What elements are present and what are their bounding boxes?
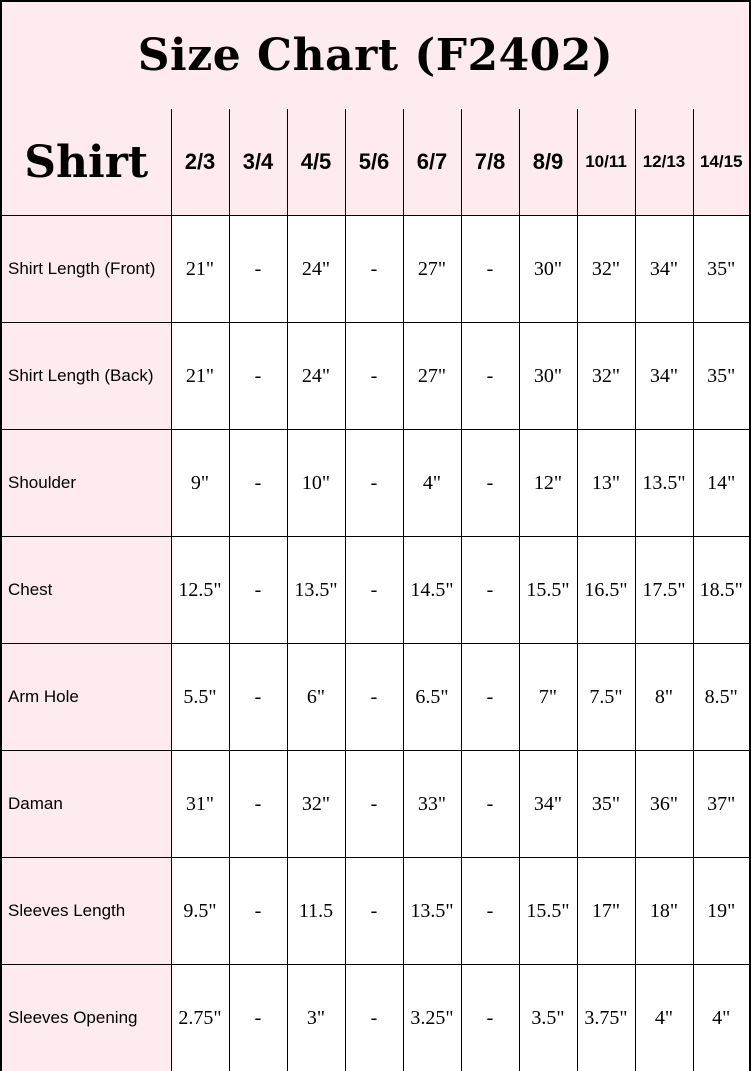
size-header: 10/11 [577, 109, 635, 216]
measurement-value: 3.75" [577, 965, 635, 1071]
measurement-value: 35" [693, 323, 749, 430]
measurement-value: 10" [287, 430, 345, 537]
size-header: 12/13 [635, 109, 693, 216]
measurement-value: - [229, 323, 287, 430]
measurement-label: Daman [2, 751, 171, 858]
measurement-value: - [345, 537, 403, 644]
measurement-value: 32" [577, 323, 635, 430]
measurement-value: 8" [635, 644, 693, 751]
measurement-value: 9.5" [171, 858, 229, 965]
measurement-value: - [461, 216, 519, 323]
measurement-value: 14" [693, 430, 749, 537]
measurement-label: Sleeves Length [2, 858, 171, 965]
measurement-value: - [229, 965, 287, 1071]
measurement-value: - [229, 644, 287, 751]
table-row [2, 858, 749, 965]
measurement-value: 31" [171, 751, 229, 858]
measurement-value: 13.5" [403, 858, 461, 965]
measurement-value: 7" [519, 644, 577, 751]
measurement-value: 21" [171, 323, 229, 430]
measurement-value: 8.5" [693, 644, 749, 751]
measurement-value: - [345, 216, 403, 323]
measurement-label: Chest [2, 537, 171, 644]
measurement-value: 34" [519, 751, 577, 858]
measurement-value: - [345, 751, 403, 858]
measurement-value: - [229, 751, 287, 858]
measurement-value: 37" [693, 751, 749, 858]
measurement-value: 4" [403, 430, 461, 537]
measurement-value: 34" [635, 323, 693, 430]
measurement-label: Shirt Length (Front) [2, 216, 171, 323]
table-row [2, 644, 749, 751]
measurement-value: - [345, 965, 403, 1071]
measurement-value: - [461, 751, 519, 858]
measurement-value: 30" [519, 323, 577, 430]
measurement-value: - [229, 216, 287, 323]
measurement-value: 13.5" [287, 537, 345, 644]
measurement-value: - [461, 965, 519, 1071]
measurement-value: 7.5" [577, 644, 635, 751]
measurement-value: 3.5" [519, 965, 577, 1071]
measurement-value: 27" [403, 323, 461, 430]
measurement-value: 13.5" [635, 430, 693, 537]
measurement-value: 36" [635, 751, 693, 858]
measurement-value: - [229, 858, 287, 965]
measurement-value: 17.5" [635, 537, 693, 644]
measurement-value: 3" [287, 965, 345, 1071]
measurement-value: - [461, 537, 519, 644]
table-row [2, 323, 749, 430]
measurement-value: - [461, 430, 519, 537]
measurement-value: 16.5" [577, 537, 635, 644]
measurement-value: 35" [693, 216, 749, 323]
measurement-value: - [229, 537, 287, 644]
table-row [2, 965, 749, 1071]
measurement-value: 4" [693, 965, 749, 1071]
measurement-value: 32" [287, 751, 345, 858]
measurement-value: 27" [403, 216, 461, 323]
measurement-value: 18" [635, 858, 693, 965]
section-label: Shirt [2, 109, 171, 216]
measurement-label: Arm Hole [2, 644, 171, 751]
measurement-value: 18.5" [693, 537, 749, 644]
measurement-value: 2.75" [171, 965, 229, 1071]
measurement-value: - [461, 644, 519, 751]
measurement-value: - [461, 323, 519, 430]
measurement-value: 33" [403, 751, 461, 858]
measurement-value: 12.5" [171, 537, 229, 644]
measurement-value: 17" [577, 858, 635, 965]
measurement-value: 6.5" [403, 644, 461, 751]
measurement-value: - [345, 644, 403, 751]
measurement-value: 9" [171, 430, 229, 537]
measurement-value: 24" [287, 323, 345, 430]
measurement-value: 35" [577, 751, 635, 858]
measurement-value: 24" [287, 216, 345, 323]
measurement-value: - [345, 323, 403, 430]
size-header: 5/6 [345, 109, 403, 216]
table-row [2, 537, 749, 644]
table-row [2, 430, 749, 537]
measurement-value: - [345, 430, 403, 537]
measurement-value: 30" [519, 216, 577, 323]
measurement-value: 4" [635, 965, 693, 1071]
measurement-value: 34" [635, 216, 693, 323]
size-table [2, 109, 749, 1071]
size-header: 4/5 [287, 109, 345, 216]
measurement-value: - [461, 858, 519, 965]
table-row [2, 216, 749, 323]
measurement-value: 13" [577, 430, 635, 537]
measurement-value: 6" [287, 644, 345, 751]
size-header: 2/3 [171, 109, 229, 216]
measurement-label: Shirt Length (Back) [2, 323, 171, 430]
chart-title: Size Chart (F2402) [137, 30, 614, 81]
measurement-value: - [229, 430, 287, 537]
measurement-value: 5.5" [171, 644, 229, 751]
size-header: 14/15 [693, 109, 749, 216]
measurement-value: 21" [171, 216, 229, 323]
measurement-value: 15.5" [519, 537, 577, 644]
title-bar [2, 2, 749, 110]
table-row [2, 751, 749, 858]
measurement-value: 3.25" [403, 965, 461, 1071]
size-header: 3/4 [229, 109, 287, 216]
measurement-value: - [345, 858, 403, 965]
size-header: 6/7 [403, 109, 461, 216]
size-header: 8/9 [519, 109, 577, 216]
size-header: 7/8 [461, 109, 519, 216]
measurement-value: 12" [519, 430, 577, 537]
measurement-value: 11.5 [287, 858, 345, 965]
measurement-value: 15.5" [519, 858, 577, 965]
measurement-value: 19" [693, 858, 749, 965]
measurement-value: 14.5" [403, 537, 461, 644]
measurement-label: Shoulder [2, 430, 171, 537]
header-row [2, 109, 749, 216]
measurement-label: Sleeves Opening [2, 965, 171, 1071]
measurement-value: 32" [577, 216, 635, 323]
